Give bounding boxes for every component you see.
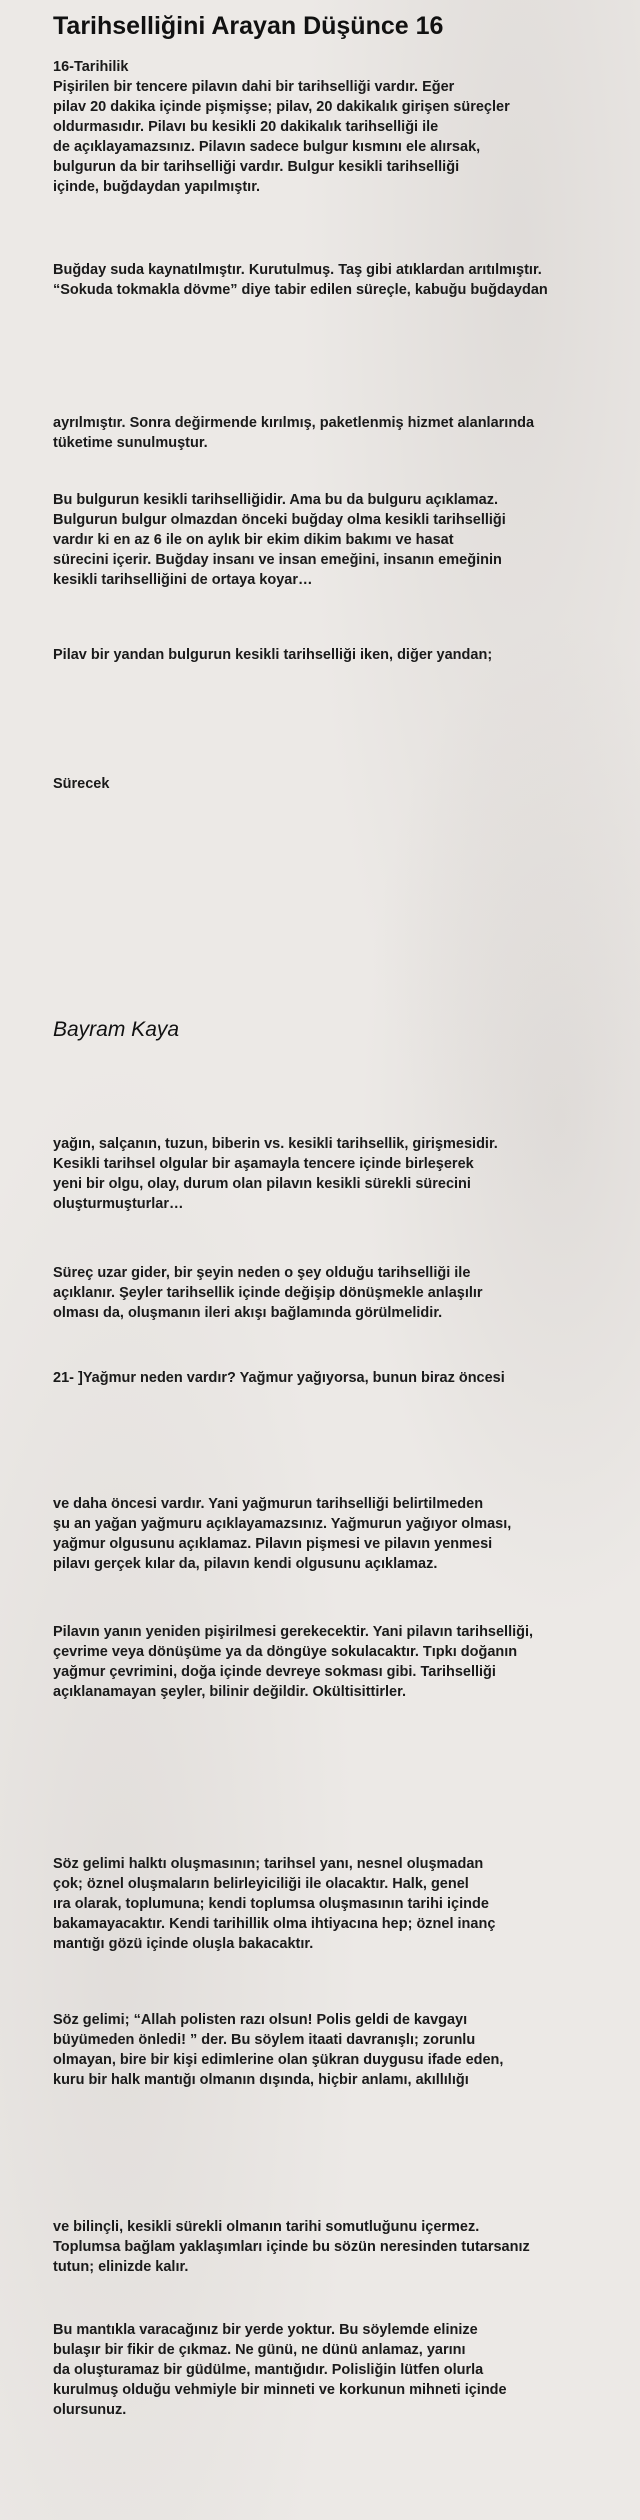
text-line: Toplumsa bağlam yaklaşımları içinde bu sözün neresinden tutarsanız — [53, 2239, 530, 2255]
text-line: açıklanamayan şeyler, bilinir değildir. Okültisittirler. — [53, 1684, 406, 1700]
text-line: Bu mantıkla varacağınız bir yerde yoktur. Bu söylemde elinize — [53, 2322, 478, 2338]
text-block-8 — [53, 1368, 505, 1388]
text-line: Bu bulgurun kesikli tarihselliğidir. Ama bu da bulguru açıklamaz. — [53, 492, 499, 508]
text-line: açıklanır. Şeyler tarihsellik içinde değişip dönüşmekle anlaşılır — [53, 1285, 483, 1301]
text-line: Bulgurun bulgur olmazdan önceki buğday olma kesikli tarihselliği — [53, 512, 506, 528]
text-line: tutun; elinizde kalır. — [53, 2259, 189, 2275]
text-line: Söz gelimi; “Allah polisten razı olsun! Polis geldi de kavgayı — [53, 2012, 468, 2028]
text-line: kuru bir halk mantığı olmanın dışında, hiçbir anlamı, akıllılığı — [53, 2072, 469, 2088]
text-line: yağmur çevrimini, doğa içinde devreye sokması gibi. Tarihselliği — [53, 1664, 496, 1680]
text-block-6 — [53, 1134, 498, 1214]
text-line: Kesikli tarihsel olgular bir aşamayla tencere içinde birleşerek — [53, 1156, 474, 1172]
text-line: ayrılmıştır. Sonra değirmende kırılmış, paketlenmiş hizmet alanlarında — [53, 415, 535, 431]
text-line: oldurmasıdır. Pilavı bu kesikli 20 dakikalık tarihselliği ile — [53, 119, 439, 135]
text-block-7 — [53, 1263, 483, 1323]
text-line: olmayan, bire bir kişi edimlerine olan şükran duygusu ifade eden, — [53, 2052, 504, 2068]
page-title: Tarihselliğini Arayan Düşünce 16 — [53, 12, 444, 40]
text-line: yağın, salçanın, tuzun, biberin vs. kesikli tarihsellik, girişmesidir. — [53, 1136, 498, 1152]
text-line: 21- ]Yağmur neden vardır? Yağmur yağıyorsa, bunun biraz öncesi — [53, 1370, 505, 1386]
text-line: büyümeden önledi! ” der. Bu söylem itaati davranışlı; zorunlu — [53, 2032, 476, 2048]
text-line: pilav 20 dakika içinde pişmişse; pilav, 20 dakikalık girişen süreçler — [53, 99, 510, 115]
text-line: yeni bir olgu, olay, durum olan pilavın kesikli sürekli sürecini — [53, 1176, 471, 1192]
text-block-5 — [53, 645, 492, 665]
text-line: Buğday suda kaynatılmıştır. Kurutulmuş. Taş gibi atıklardan arıtılmıştır. — [53, 262, 542, 278]
text-line: “Sokuda tokmakla dövme” diye tabir edilen süreçle, kabuğu buğdaydan — [53, 282, 548, 298]
text-line: içinde, buğdaydan yapılmıştır. — [53, 179, 261, 195]
text-line: sürecini içerir. Buğday insanı ve insan emeğini, insanın emeğinin — [53, 552, 502, 568]
text-line: bulaşır bir fikir de çıkmaz. Ne günü, ne dünü anlamaz, yarını — [53, 2342, 466, 2358]
text-line: ıra olarak, toplumuna; kendi toplumsa oluşmasının tarihi içinde — [53, 1896, 489, 1912]
text-block-13 — [53, 2217, 530, 2277]
text-line: kurulmuş olduğu vehmiyle bir minneti ve korkunun mihneti içinde — [53, 2382, 507, 2398]
author-signature: Bayram Kaya — [53, 1018, 180, 1041]
text-line: bakamayacaktır. Kendi tarihillik olma ihtiyacına hep; öznel inanç — [53, 1916, 496, 1932]
text-line: Pişirilen bir tencere pilavın dahi bir tarihselliği vardır. Eğer — [53, 79, 455, 95]
text-block-4 — [53, 490, 506, 590]
text-line: Süreç uzar gider, bir şeyin neden o şey olduğu tarihselliği ile — [53, 1265, 471, 1281]
text-line: olursunuz. — [53, 2402, 127, 2418]
text-line: mantığı gözü içinde oluşla bakacaktır. — [53, 1936, 314, 1952]
text-block-1 — [53, 57, 510, 197]
text-block-11 — [53, 1854, 495, 1954]
text-line: ve daha öncesi vardır. Yani yağmurun tarihselliği belirtilmeden — [53, 1496, 484, 1512]
text-block-14 — [53, 2320, 507, 2420]
text-line: Sürecek — [53, 776, 110, 792]
text-line: bulgurun da bir tarihselliği vardır. Bulgur kesikli tarihselliği — [53, 159, 460, 175]
text-line: ve bilinçli, kesikli sürekli olmanın tarihi somutluğunu içermez. — [53, 2219, 480, 2235]
continued-note — [53, 774, 109, 794]
text-block-2 — [53, 260, 548, 300]
text-block-12 — [53, 2010, 503, 2090]
text-line: çevrime veya dönüşüme ya da döngüye sokulacaktır. Tıpkı doğanın — [53, 1644, 518, 1660]
text-line: pilavı gerçek kılar da, pilavın kendi olgusunu açıklamaz. — [53, 1556, 438, 1572]
text-line: oluşturmuşturlar… — [53, 1196, 184, 1212]
text-line: çok; öznel oluşmaların belirleyiciliği ile olacaktır. Halk, genel — [53, 1876, 469, 1892]
text-line: yağmur olgusunu açıklamaz. Pilavın pişmesi ve pilavın yenmesi — [53, 1536, 493, 1552]
text-line: Pilav bir yandan bulgurun kesikli tarihselliği iken, diğer yandan; — [53, 647, 493, 663]
text-block-9 — [53, 1494, 511, 1574]
text-line: vardır ki en az 6 ile on aylık bir ekim dikim bakımı ve hasat — [53, 532, 454, 548]
text-block-3 — [53, 413, 534, 453]
text-line: kesikli tarihselliğini de ortaya koyar… — [53, 572, 313, 588]
text-block-10 — [53, 1622, 533, 1702]
text-line: tüketime sunulmuştur. — [53, 435, 208, 451]
text-line: Söz gelimi halktı oluşmasının; tarihsel yanı, nesnel oluşmadan — [53, 1856, 484, 1872]
text-line: Pilavın yanın yeniden pişirilmesi gerekecektir. Yani pilavın tarihselliği, — [53, 1624, 534, 1640]
text-line: 16-Tarihilik — [53, 59, 129, 75]
text-line: olması da, oluşmanın ileri akışı bağlamında görülmelidir. — [53, 1305, 443, 1321]
text-line: de açıklayamazsınız. Pilavın sadece bulgur kısmını ele alırsak, — [53, 139, 481, 155]
text-line: da oluşturamaz bir güdülme, mantığıdır. Polisliğin lütfen olurla — [53, 2362, 484, 2378]
text-line: şu an yağan yağmuru açıklayamazsınız. Yağmurun yağıyor olması, — [53, 1516, 512, 1532]
